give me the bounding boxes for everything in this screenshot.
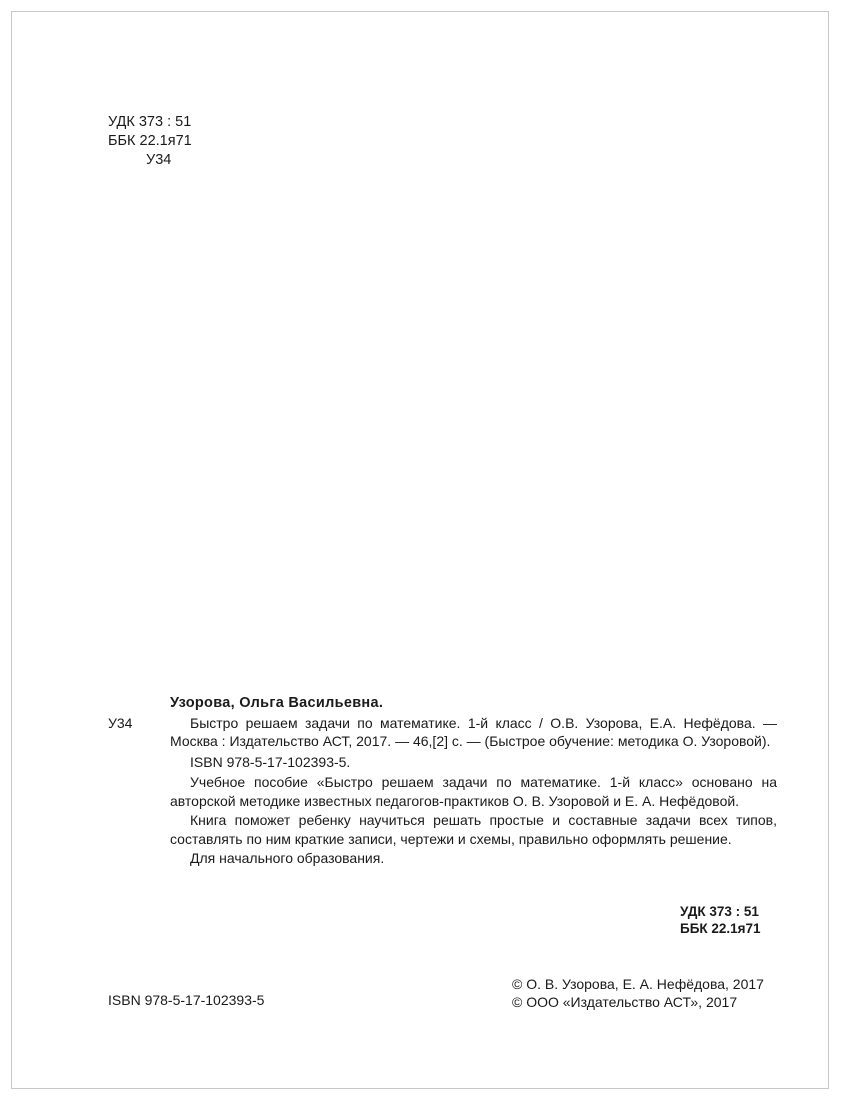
classification-codes [108, 113, 192, 170]
entry-author-mark: У34 [108, 714, 133, 731]
annotation-paragraph: Книга поможет ребенку научиться решать простые и составные задачи всех типов, составлять по ним краткие записи, чертежи и схемы, правильно оформлять решение. [170, 812, 777, 847]
udk-code: УДК 373 : 51 [108, 114, 192, 130]
author-heading: Узорова, Ольга Васильевна. [170, 695, 384, 711]
bbk-code: ББК 22.1я71 [680, 921, 761, 936]
catalog-entry [108, 694, 778, 868]
bibliographic-description: Быстро решаем задачи по математике. 1-й класс / О.В. Узорова, Е.А. Нефёдова. — Москва : Издательство АСТ, 2017. — 46,[2] с. — (Быстрое обучение: методика О. Узоровой). [170, 714, 777, 749]
annotation-paragraph: Учебное пособие «Быстро решаем задачи по математике. 1-й класс» основано на авторской методике известных педагогов-практиков О. В. Узоровой и Е. А. Нефёдовой. [170, 774, 777, 809]
isbn-line: ISBN 978-5-17-102393-5. [190, 753, 351, 770]
author-mark: У34 [146, 152, 172, 168]
bbk-code: ББК 22.1я71 [108, 133, 192, 149]
isbn-footer: ISBN 978-5-17-102393-5 [108, 992, 265, 1008]
copyright-publisher: © ООО «Издательство АСТ», 2017 [512, 994, 738, 1010]
udk-code: УДК 373 : 51 [680, 904, 759, 919]
copyright-block [512, 975, 764, 1011]
classification-codes-right [680, 903, 761, 937]
audience-note: Для начального образования. [190, 850, 385, 866]
copyright-authors: © О. В. Узорова, Е. А. Нефёдова, 2017 [512, 976, 764, 992]
